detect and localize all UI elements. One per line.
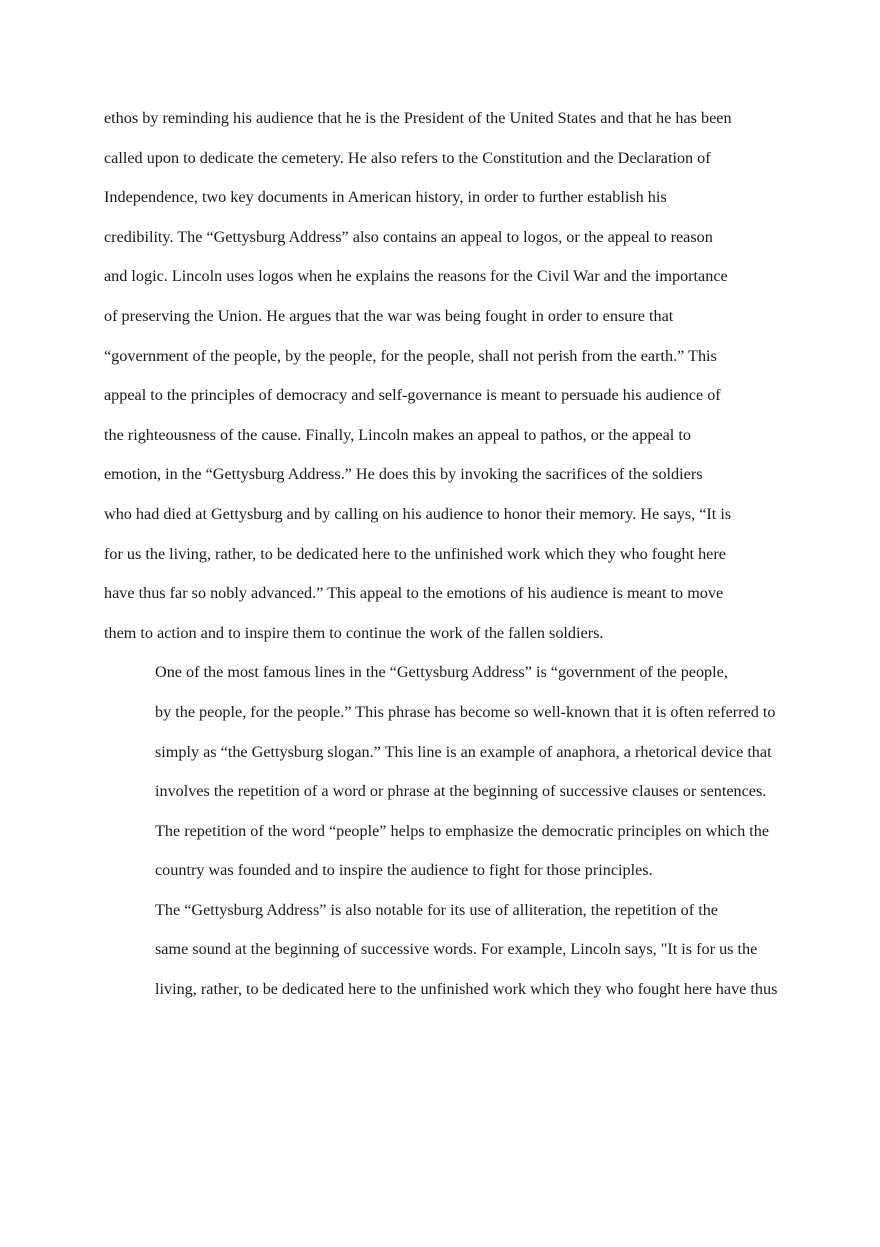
text-line: The repetition of the word “people” helps to emphasize the democratic principles on which the bbox=[155, 821, 770, 840]
text-line: Independence, two key documents in American history, in order to further establish his bbox=[104, 188, 667, 207]
text-line: simply as “the Gettysburg slogan.” This line is an example of anaphora, a rhetorical device that bbox=[155, 742, 772, 761]
text-line: One of the most famous lines in the “Gettysburg Address” is “government of the people, bbox=[155, 663, 728, 682]
text-line: of preserving the Union. He argues that the war was being fought in order to ensure that bbox=[104, 306, 674, 325]
paragraph-3 bbox=[104, 891, 776, 1010]
text-line: “government of the people, by the people, for the people, shall not perish from the earth.” This bbox=[104, 346, 717, 365]
text-line: called upon to dedicate the cemetery. He also refers to the Constitution and the Declaration of bbox=[104, 148, 711, 167]
text-line: for us the living, rather, to be dedicated here to the unfinished work which they who fought here bbox=[104, 544, 726, 563]
document-body bbox=[104, 99, 776, 1010]
text-line: same sound at the beginning of successive words. For example, Lincoln says, "It is for us the bbox=[155, 940, 758, 959]
paragraph-1 bbox=[104, 99, 776, 653]
paragraph-2 bbox=[104, 653, 776, 891]
text-line: The “Gettysburg Address” is also notable for its use of alliteration, the repetition of the bbox=[155, 900, 718, 919]
text-line: by the people, for the people.” This phrase has become so well-known that it is often referred to bbox=[155, 702, 776, 721]
text-line: and logic. Lincoln uses logos when he explains the reasons for the Civil War and the importance bbox=[104, 267, 728, 286]
text-line: involves the repetition of a word or phrase at the beginning of successive clauses or sentences. bbox=[155, 782, 767, 801]
text-line: country was founded and to inspire the audience to fight for those principles. bbox=[155, 861, 653, 880]
text-line: them to action and to inspire them to continue the work of the fallen soldiers. bbox=[104, 623, 604, 642]
text-line: who had died at Gettysburg and by calling on his audience to honor their memory. He says, “It is bbox=[104, 504, 732, 523]
text-line: appeal to the principles of democracy and self-governance is meant to persuade his audience of bbox=[104, 386, 721, 405]
text-line: the righteousness of the cause. Finally, Lincoln makes an appeal to pathos, or the appeal to bbox=[104, 425, 691, 444]
text-line: emotion, in the “Gettysburg Address.” He does this by invoking the sacrifices of the soldiers bbox=[104, 465, 703, 484]
text-line: ethos by reminding his audience that he is the President of the United States and that he has been bbox=[104, 109, 732, 127]
text-line: living, rather, to be dedicated here to the unfinished work which they who fought here have thus bbox=[155, 980, 778, 999]
text-line: have thus far so nobly advanced.” This appeal to the emotions of his audience is meant to move bbox=[104, 584, 724, 603]
text-line: credibility. The “Gettysburg Address” also contains an appeal to logos, or the appeal to reason bbox=[104, 227, 713, 246]
